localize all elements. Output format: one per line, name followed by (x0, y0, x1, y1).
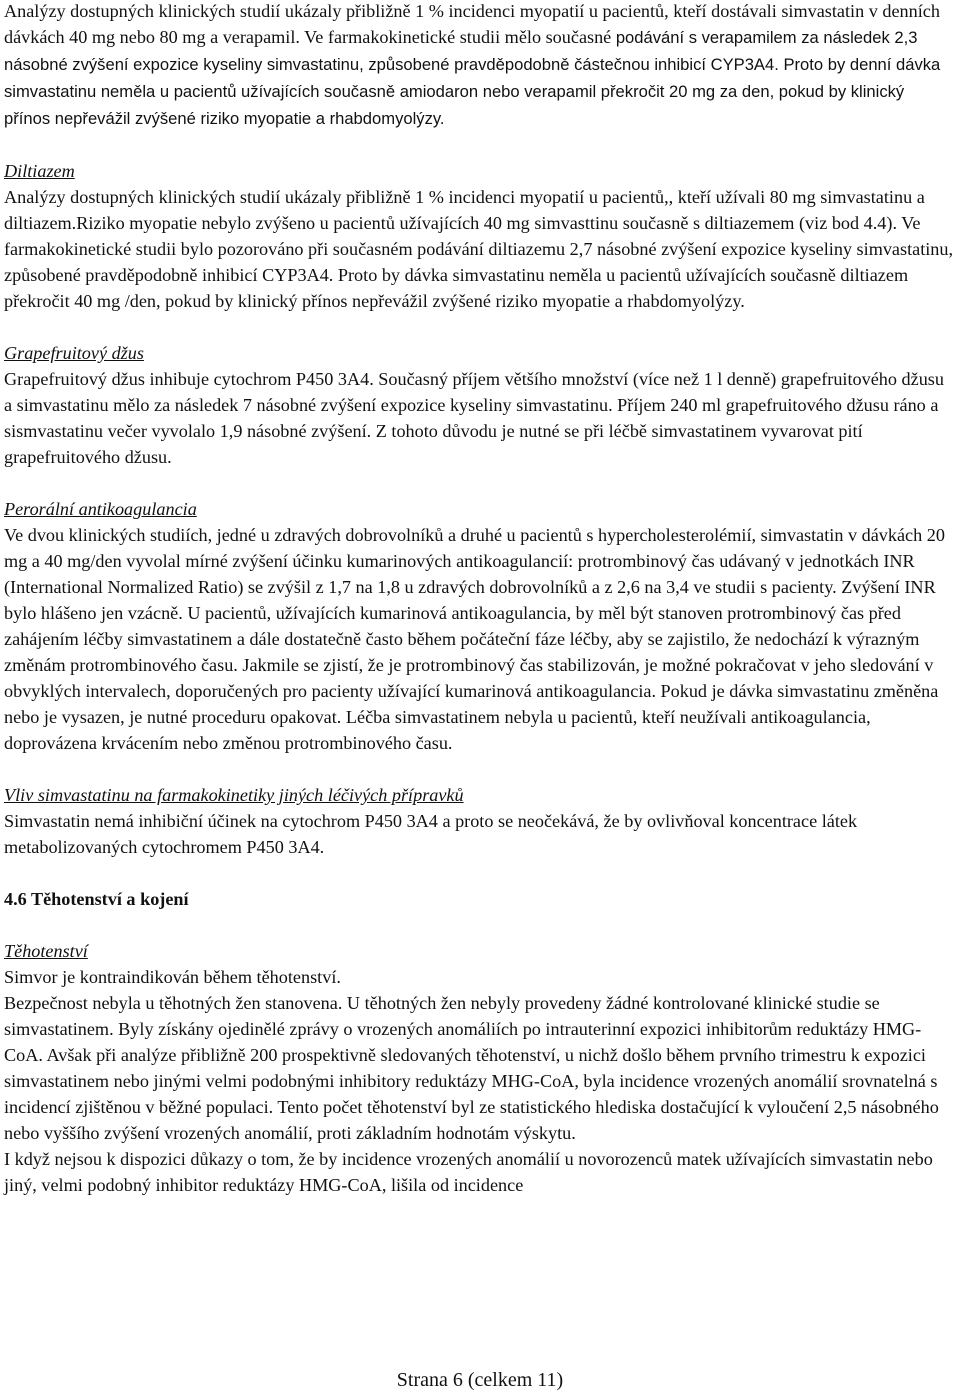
diltiazem-heading: Diltiazem (4, 161, 75, 181)
intro-text-c: Proto by denní dávka simvastatinu neměla u pacientů užívajících současně amiodaron nebo verapamil překročit 20 mg za den, pokud by klinický přínos nepřevážil zvýšené riziko myopatie a rhabdomyolýzy. (4, 55, 941, 128)
intro-paragraph (4, 0, 954, 132)
document-page (4, 0, 954, 1198)
intro-text-a: Analýzy dostupných klinických studií ukázaly přibližně 1 % incidenci myopatií u pacientů, kteří dostávali simvastatin v denních dávkách 40 mg nebo 80 mg a verapamil. Ve farmakokinetické studii mělo současné (4, 1, 940, 47)
section-title: 4.6 Těhotenství a kojení (4, 889, 189, 909)
effect-heading: Vliv simvastatinu na farmakokinetiky jiných léčivých přípravků (4, 785, 464, 805)
grapefruit-body: Grapefruitový džus inhibuje cytochrom P450 3A4. Současný příjem většího množství (více než 1 l denně) grapefruitového džusu a simvastatinu mělo za následek 7 násobné zvýšení expozice kyseliny simvastatinu. Příjem 240 ml grapefruitového džusu ráno a sismvastatinu večer vyvolalo 1,9 násobné zvýšení. Z tohoto důvodu je nutné se při léčbě simvastatinem vyvarovat pití grapefruitového džusu. (4, 369, 944, 467)
pregnancy-line-2: Bezpečnost nebyla u těhotných žen stanovena. U těhotných žen nebyly provedeny žádné kontrolované klinické studie se simvastatinem. Byly získány ojedinělé zprávy o vrozených anomáliích po intrauterinní expozici inhibitorům reduktázy HMG-CoA. Avšak při analýze přibližně 200 prospektivně sledovaných těhotenství, u nichž došlo během prvního trimestru k expozici simvastatinem nebo jinými velmi podobnými inhibitory reduktázy MHG-CoA, byla incidence vrozených anomálií srovnatelná s incidencí zjištěnou v běžné populaci. Tento počet těhotenství byl ze statistického hlediska dostačující k vyloučení 2,5 násobného nebo vyššího zvýšení vrozených anomálií, proti základním hodnotám výskytu. (4, 993, 939, 1143)
diltiazem-section (4, 158, 954, 314)
pregnancy-heading: Těhotenství (4, 941, 88, 961)
grapefruit-heading: Grapefruitový džus (4, 343, 144, 363)
grapefruit-section (4, 340, 954, 470)
anticoagulants-section (4, 496, 954, 756)
pregnancy-line-3: I když nejsou k dispozici důkazy o tom, že by incidence vrozených anomálií u novorozenců matek užívajících simvastatin nebo jiný, velmi podobný inhibitor reduktázy HMG-CoA, lišila od incidence (4, 1149, 933, 1195)
pregnancy-line-1: Simvor je kontraindikován během těhotenství. (4, 967, 341, 987)
anticoagulants-heading: Perorální antikoagulancia (4, 499, 197, 519)
intro-text-b: podávání s verapamilem za následek 2,3 násobné zvýšení expozice kyseliny simvastatinu, způsobené pravděpodobně částečnou inhibicí CYP3A4. (4, 28, 918, 74)
effect-section (4, 782, 954, 860)
anticoagulants-body: Ve dvou klinických studiích, jedné u zdravých dobrovolníků a druhé u pacientů s hypercholesterolémií, simvastatin v dávkách 20 mg a 40 mg/den vyvolal mírné zvýšení účinku kumarinových antikoagulancií: protrombinový čas udávaný v jednotkách INR (International Normalized Ratio) se zvýšil z 1,7 na 1,8 u zdravých dobrovolníků a z 2,6 na 3,4 ve studii s pacienty. Zvýšení INR bylo hlášeno jen vzácně. U pacientů, užívajících kumarinová antikoagulancia, by měl být stanoven protrombinový čas před zahájením léčby simvastatinem a dále dostatečně často během počáteční fáze léčby, aby se zajistilo, že nedochází k výrazným změnám protrombinového času. Jakmile se zjistí, že je protrombinový čas stabilizován, je možné pokračovat v jeho sledování v obvyklých intervalech, doporučených pro pacienty užívající kumarinová antikoagulancia. Pokud je dávka simvastatinu změněna nebo je vysazen, je nutné proceduru opakovat. Léčba simvastatinem nebyla u pacientů, kteří neužívali antikoagulancia, doprovázena krvácením nebo změnou protrombinového času. (4, 525, 945, 753)
effect-body: Simvastatin nemá inhibiční účinek na cytochrom P450 3A4 a proto se neočekává, že by ovlivňoval koncentrace látek metabolizovaných cytochromem P450 3A4. (4, 811, 858, 857)
diltiazem-body: Analýzy dostupných klinických studií ukázaly přibližně 1 % incidenci myopatií u pacientů,, kteří užívali 80 mg simvastatinu a diltiazem.Riziko myopatie nebylo zvýšeno u pacientů užívajících 40 mg simvasttinu současně s diltiazemem (viz bod 4.4). Ve farmakokinetické studii bylo pozorováno při současném podávání diltiazemu 2,7 násobné zvýšení expozice kyseliny simvastatinu, způsobené pravděpodobně inhibicí CYP3A4. Proto by dávka simvastatinu neměla u pacientů užívajících současně diltiazem překročit 40 mg /den, pokud by klinický přínos nepřevážil zvýšené riziko myopatie a rhabdomyolýzy. (4, 187, 954, 311)
page-number: Strana 6 (celkem 11) (396, 1369, 564, 1391)
pregnancy-section (4, 938, 954, 1198)
